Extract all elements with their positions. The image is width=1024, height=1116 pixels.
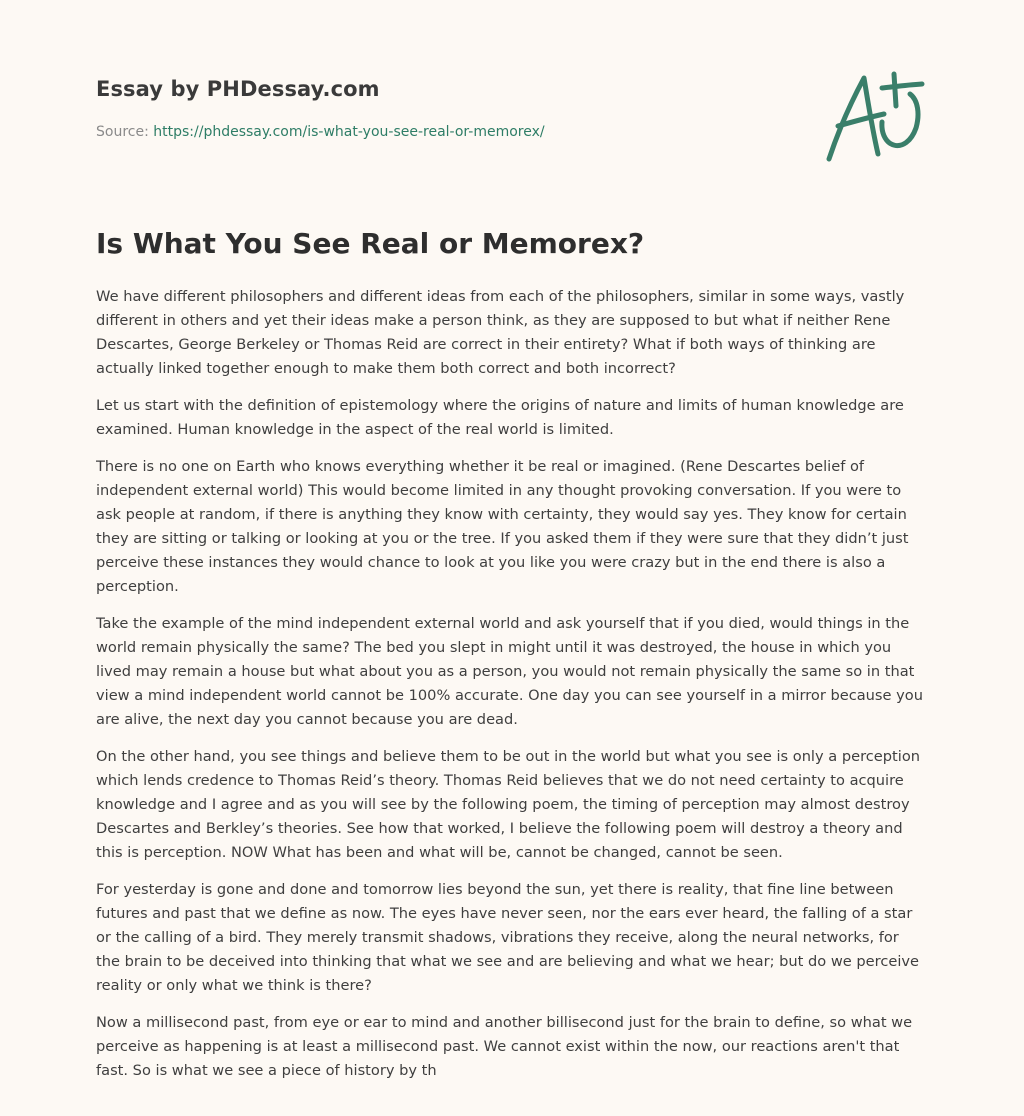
site-brand: Essay by PHDessay.com bbox=[96, 77, 380, 101]
source-link[interactable]: https://phdessay.com/is-what-you-see-real-or-memorex/ bbox=[153, 124, 545, 140]
essay-body bbox=[96, 285, 926, 1116]
a-plus-logo-icon bbox=[822, 66, 932, 166]
source-label: Source: bbox=[96, 124, 149, 140]
essay-paragraph: We have different philosophers and different ideas from each of the philosophers, similar in some ways, vastly different in others and yet their ideas make a person think, as they are supposed to but what if neither Rene Descartes, George Berkeley or Thomas Reid are correct in their entirety? What if both ways of thinking are actually linked together enough to make them both correct and both incorrect? bbox=[96, 288, 905, 377]
essay-paragraph: On the other hand, you see things and believe them to be out in the world but what you see is only a perception which lends credence to Thomas Reid’s theory. Thomas Reid believes that we do not need certainty to acquire knowledge and I agree and as you will see by the following poem, the timing of perception may almost destroy Descartes and Berkley’s theories. See how that worked, I believe the following poem will destroy a theory and this is perception. NOW What has been and what will be, cannot be changed, cannot be seen. bbox=[96, 748, 920, 861]
essay-paragraph: Take the example of the mind independent external world and ask yourself that if you died, would things in the world remain physically the same? The bed you slept in might until it was destroyed, the house in which you lived may remain a house but what about you as a person, you would not remain physically the same so in that view a mind independent world cannot be 100% accurate. One day you can see yourself in a mirror because you are alive, the next day you cannot because you are dead. bbox=[96, 615, 923, 728]
essay-paragraph: Let us start with the definition of epistemology where the origins of nature and limits of human knowledge are examined. Human knowledge in the aspect of the real world is limited. bbox=[96, 397, 904, 438]
essay-paragraph: There is no one on Earth who knows everything whether it be real or imagined. (Rene Descartes belief of independent external world) This would become limited in any thought provoking conversation. If you were to ask people at random, if there is anything they know with certainty, they would say yes. They know for certain they are sitting or talking or looking at you or the tree. If you asked them if they were sure that they didn’t just perceive these instances they would chance to look at you like you were crazy but in the end there is also a perception. bbox=[96, 458, 909, 595]
essay-paragraph: Now a millisecond past, from eye or ear to mind and another billisecond just for the brain to define, so what we perceive as happening is at least a millisecond past. We cannot exist within the now, our reactions aren't that fast. So is what we see a piece of history by th bbox=[96, 1014, 913, 1079]
source-line bbox=[96, 124, 545, 140]
essay-title: Is What You See Real or Memorex? bbox=[96, 227, 645, 260]
essay-paragraph: For yesterday is gone and done and tomorrow lies beyond the sun, yet there is reality, that fine line between futures and past that we define as now. The eyes have never seen, nor the ears ever heard, the falling of a star or the calling of a bird. They merely transmit shadows, vibrations they receive, along the neural networks, for the brain to be deceived into thinking that what we see and are believing and what we hear; but do we perceive reality or only what we think is there? bbox=[96, 881, 919, 994]
